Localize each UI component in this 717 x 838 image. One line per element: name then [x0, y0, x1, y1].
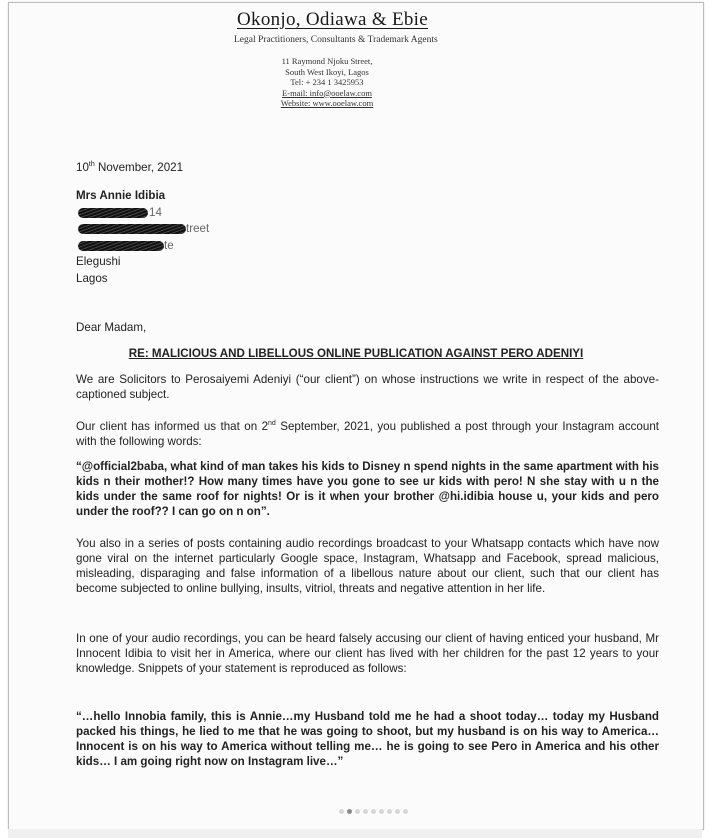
- firm-address: [9, 56, 703, 109]
- subject-line: RE: MALICIOUS AND LIBELLOUS ONLINE PUBLICATION AGAINST PERO ADENIYI: [128, 347, 584, 360]
- redaction-mark: [78, 208, 148, 218]
- quoted-audio-statement: “…hello Innobia family, this is Annie…my Husband told me he had a shoot today… today my Husband packed his things, he lied to me that he was going to shoot, but my husband is on his way to America…Innocent is on his way to America without telling me… he is going to see Pero in America and his other kids… I am going right now on Instagram live…”: [76, 710, 659, 768]
- paragraph-audio-posts: You also in a series of posts containing audio recordings broadcast to your Whatsapp contacts which have now gone viral on the internet particularly Google space, Instagram, Whatsapp and Facebook, spread malicious, misleading, disparaging and false information of a libellous nature about our client, such that our client has become subjected to online bullying, insults, vitriol, threats and negative attention in her life.: [76, 537, 659, 595]
- redaction-mark: [78, 241, 164, 251]
- carousel-dot[interactable]: [395, 809, 400, 814]
- carousel-dot[interactable]: [403, 809, 408, 814]
- carousel-dot[interactable]: [363, 809, 368, 814]
- salutation: Dear Madam,: [76, 321, 147, 334]
- carousel-dot[interactable]: [355, 809, 360, 814]
- redacted-address-line: te: [76, 238, 226, 255]
- recipient-city: Elegushi: [76, 255, 121, 268]
- redacted-address-line: 14: [76, 205, 226, 222]
- letter-date: 10th November, 2021: [76, 160, 184, 174]
- recipient-state: Lagos: [76, 271, 108, 285]
- redaction-mark: [78, 224, 186, 234]
- redacted-address-line: treet: [76, 221, 226, 238]
- email-line: E-mail: info@ooelaw.com: [282, 87, 372, 98]
- address-line: 11 Raymond Njoku Street,: [281, 56, 373, 66]
- carousel-dot[interactable]: [339, 809, 344, 814]
- paragraph-intro: We are Solicitors to Perosaiyemi Adeniyi (“our client”) on whose instructions we write in respect of the above-captioned subject.: [76, 373, 659, 401]
- letter-page: [8, 2, 704, 830]
- firm-subtitle: Legal Practitioners, Consultants & Trademark Agents: [234, 35, 438, 45]
- paragraph-publication: Our client has informed us that on 2nd September, 2021, you published a post through your Instagram account with the following words:: [76, 419, 659, 448]
- quoted-post: “@official2baba, what kind of man takes his kids to Disney n spend nights in the same apartment with his kids n their mother!? How many times have you gone to see ur kids with pero! N she stay with u n the kids under the same roof for nights! Or is it when your brother @hi.idibia house u, your kids and pero under the roof?? I can go on n on”.: [76, 460, 659, 518]
- carousel-dot[interactable]: [379, 809, 384, 814]
- recipient-name: Mrs Annie Idibia: [76, 189, 166, 202]
- carousel-dots[interactable]: [339, 809, 419, 817]
- address-line: South West Ikoyi, Lagos: [285, 66, 369, 77]
- bottom-edge: [8, 829, 702, 838]
- carousel-dot[interactable]: [371, 809, 376, 814]
- recipient-block: [76, 188, 226, 287]
- carousel-dot[interactable]: [387, 809, 392, 814]
- phone-line: Tel: + 234 1 3425953: [290, 77, 364, 87]
- paragraph-audio-recording: In one of your audio recordings, you can be heard falsely accusing our client of having enticed your husband, Mr Innocent Idibia to visit her in America, where our client has lived with her children for the past 12 years to your knowledge. Snippets of your statement is reproduced as follows:: [76, 632, 659, 675]
- firm-name: Okonjo, Odiawa & Ebie: [237, 9, 428, 30]
- carousel-dot[interactable]: [347, 809, 352, 814]
- website-line: Website: www.ooelaw.com: [280, 98, 374, 108]
